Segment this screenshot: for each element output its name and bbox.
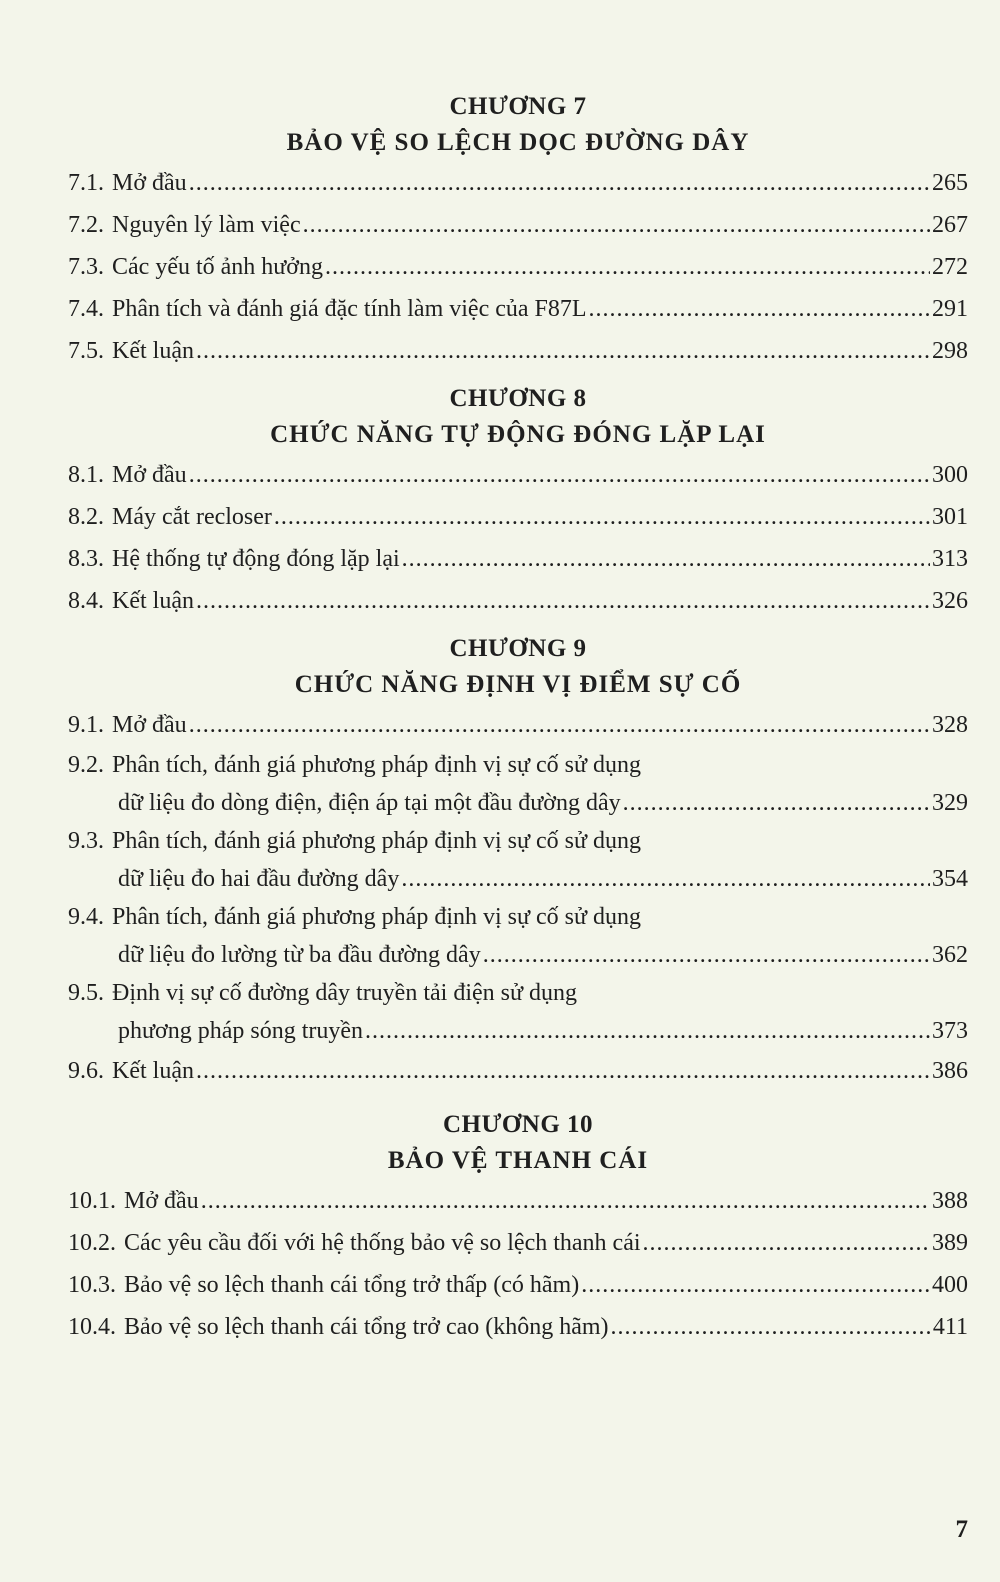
toc-entry-multiline [68, 746, 968, 822]
entry-text-line1: Định vị sự cố đường dây truyền tải điện sử dụng [112, 980, 577, 1006]
entry-page: 267 [932, 212, 968, 238]
entry-page: 291 [932, 296, 968, 322]
dot-leader [365, 1012, 930, 1050]
entry-text: Phân tích và đánh giá đặc tính làm việc của F87L [112, 296, 587, 322]
entry-page: 373 [932, 1018, 968, 1044]
dot-leader [483, 936, 930, 974]
entry-text: Kết luận [112, 338, 194, 364]
chapter-label: CHƯƠNG 9 [449, 635, 587, 662]
entry-page: 388 [932, 1188, 968, 1214]
chapter-10 [68, 1108, 968, 1348]
table-of-contents [68, 88, 968, 1348]
entry-number: 10.2. [68, 1230, 116, 1256]
dot-leader [589, 288, 930, 330]
dot-leader [189, 162, 930, 204]
dot-leader [189, 454, 930, 496]
entry-number: 9.4. [68, 904, 104, 930]
entry-page: 313 [932, 546, 968, 572]
entry-number: 7.4. [68, 296, 104, 322]
toc-entry-multiline [68, 974, 968, 1050]
entry-text: Các yếu tố ảnh hưởng [112, 254, 323, 280]
entry-page: 265 [932, 170, 968, 196]
chapter-label: CHƯƠNG 7 [449, 93, 587, 120]
toc-entry [68, 1306, 968, 1348]
toc-entry [68, 1264, 968, 1306]
entry-text-line2: dữ liệu đo dòng điện, điện áp tại một đầu đường dây [118, 790, 621, 816]
entry-number: 9.2. [68, 752, 104, 778]
dot-leader [201, 1180, 930, 1222]
dot-leader [196, 580, 930, 622]
entry-text: Mở đầu [124, 1188, 199, 1214]
toc-entry [68, 496, 968, 538]
dot-leader [623, 784, 930, 822]
dot-leader [325, 246, 930, 288]
toc-entry [68, 288, 968, 330]
entry-text: Kết luận [112, 1058, 194, 1084]
chapter-title: BẢO VỆ SO LỆCH DỌC ĐƯỜNG DÂY [286, 129, 750, 156]
entry-page: 329 [932, 790, 968, 816]
entry-number: 10.1. [68, 1188, 116, 1214]
toc-entry [68, 538, 968, 580]
chapter-title: BẢO VỆ THANH CÁI [387, 1147, 649, 1174]
entry-page: 300 [932, 462, 968, 488]
entry-number: 8.2. [68, 504, 104, 530]
entry-page: 400 [932, 1272, 968, 1298]
entry-page: 386 [932, 1058, 968, 1084]
entry-number: 9.3. [68, 828, 104, 854]
entry-text: Bảo vệ so lệch thanh cái tổng trở thấp (có hãm) [124, 1272, 580, 1298]
toc-entry [68, 454, 968, 496]
entry-text-line1: Phân tích, đánh giá phương pháp định vị sự cố sử dụng [112, 752, 641, 778]
entry-page: 272 [932, 254, 968, 280]
entry-number: 7.1. [68, 170, 104, 196]
entry-text: Máy cắt recloser [112, 504, 272, 530]
dot-leader [402, 538, 930, 580]
chapter-title: CHỨC NĂNG ĐỊNH VỊ ĐIỂM SỰ CỐ [294, 671, 742, 698]
entry-page: 411 [932, 1314, 968, 1340]
entry-page: 389 [932, 1230, 968, 1256]
entry-number: 10.3. [68, 1272, 116, 1298]
dot-leader [401, 860, 930, 898]
entry-page: 328 [932, 712, 968, 738]
entry-number: 8.4. [68, 588, 104, 614]
dot-leader [303, 204, 930, 246]
dot-leader [196, 330, 930, 372]
entry-text-line2: dữ liệu đo hai đầu đường dây [118, 866, 400, 892]
entry-number: 9.6. [68, 1058, 104, 1084]
chapter-label: CHƯƠNG 8 [449, 385, 587, 412]
toc-entry [68, 162, 968, 204]
entry-page: 354 [932, 866, 968, 892]
entry-text-line2: dữ liệu đo lường từ ba đầu đường dây [118, 942, 481, 968]
chapter-title: CHỨC NĂNG TỰ ĐỘNG ĐÓNG LẶP LẠI [270, 421, 766, 448]
entry-text-line2: phương pháp sóng truyền [118, 1018, 364, 1044]
entry-page: 301 [932, 504, 968, 530]
entry-page: 362 [932, 942, 968, 968]
page-number: 7 [955, 1516, 968, 1543]
chapter-label: CHƯƠNG 10 [442, 1111, 594, 1138]
entry-text: Bảo vệ so lệch thanh cái tổng trở cao (không hãm) [124, 1314, 609, 1340]
dot-leader [581, 1264, 930, 1306]
entry-text: Mở đầu [112, 712, 187, 738]
toc-entry [68, 246, 968, 288]
chapter-7 [68, 90, 968, 372]
dot-leader [274, 496, 930, 538]
toc-entry [68, 1180, 968, 1222]
toc-entry [68, 1050, 968, 1092]
entry-page: 326 [932, 588, 968, 614]
entry-text: Các yêu cầu đối với hệ thống bảo vệ so lệch thanh cái [124, 1230, 641, 1256]
entry-number: 8.3. [68, 546, 104, 572]
entry-text: Nguyên lý làm việc [112, 212, 301, 238]
toc-entry-multiline [68, 898, 968, 974]
entry-number: 7.5. [68, 338, 104, 364]
toc-entry-multiline [68, 822, 968, 898]
entry-text: Mở đầu [112, 170, 187, 196]
entry-number: 10.4. [68, 1314, 116, 1340]
entry-text: Hệ thống tự động đóng lặp lại [112, 546, 400, 572]
dot-leader [189, 704, 930, 746]
entry-number: 9.1. [68, 712, 104, 738]
toc-entry [68, 580, 968, 622]
toc-entry [68, 704, 968, 746]
entry-number: 7.3. [68, 254, 104, 280]
toc-entry [68, 204, 968, 246]
entry-text: Mở đầu [112, 462, 187, 488]
entry-text: Kết luận [112, 588, 194, 614]
entry-number: 7.2. [68, 212, 104, 238]
chapter-8 [68, 382, 968, 622]
toc-entry [68, 1222, 968, 1264]
toc-entry [68, 330, 968, 372]
dot-leader [196, 1050, 930, 1092]
entry-text-line1: Phân tích, đánh giá phương pháp định vị sự cố sử dụng [112, 904, 641, 930]
entry-text-line1: Phân tích, đánh giá phương pháp định vị sự cố sử dụng [112, 828, 641, 854]
chapter-9 [68, 632, 968, 1092]
dot-leader [643, 1222, 930, 1264]
entry-number: 9.5. [68, 980, 104, 1006]
entry-page: 298 [932, 338, 968, 364]
dot-leader [611, 1306, 931, 1348]
entry-number: 8.1. [68, 462, 104, 488]
